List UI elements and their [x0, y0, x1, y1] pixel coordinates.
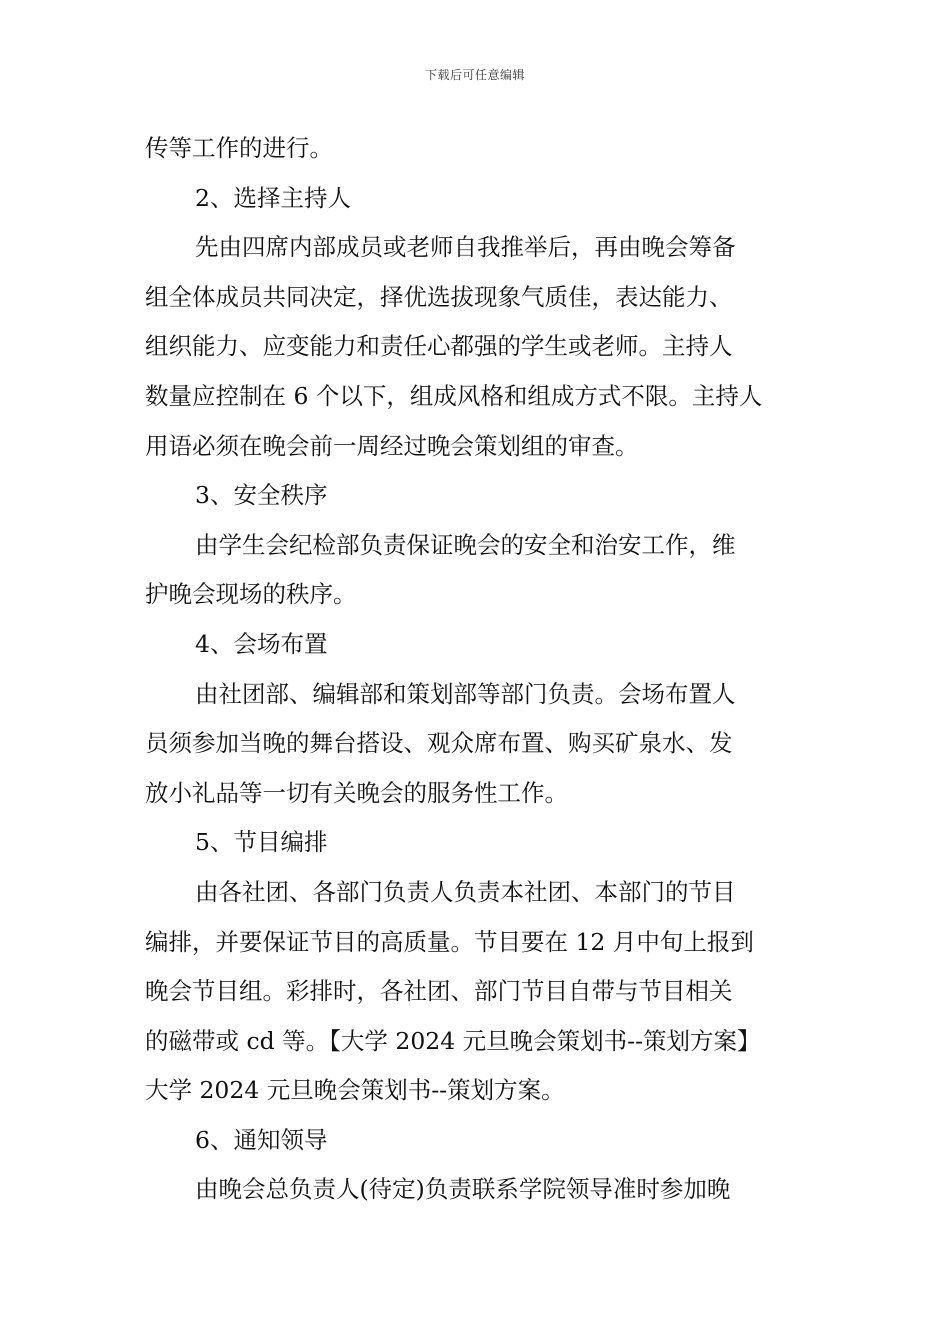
text-line: 编排，并要保证节目的高质量。节目要在 12 月中旬上报到	[145, 927, 754, 956]
section-heading: 3、安全秩序	[195, 481, 328, 510]
text-line: 由晚会总负责人(待定)负责联系学院领导准时参加晚	[195, 1175, 731, 1204]
text-line: 护晚会现场的秩序。	[145, 580, 357, 609]
section-heading: 2、选择主持人	[195, 183, 351, 212]
text-line: 组织能力、应变能力和责任心都强的学生或老师。主持人	[145, 332, 733, 361]
section-heading: 5、节目编排	[195, 828, 328, 857]
page-header: 下载后可任意编辑	[424, 68, 525, 82]
text-line: 组全体成员共同决定，择优选拔现象气质佳，表达能力、	[145, 282, 733, 311]
section-heading: 6、通知领导	[195, 1125, 328, 1154]
text-line: 晚会节目组。彩排时，各社团、部门节目自带与节目相关	[145, 977, 733, 1006]
text-line: 由各社团、各部门负责人负责本社团、本部门的节目	[195, 877, 736, 906]
section-heading: 4、会场布置	[195, 629, 328, 658]
text-line: 放小礼品等一切有关晚会的服务性工作。	[145, 778, 568, 807]
text-line: 大学 2024 元旦晚会策划书--策划方案。	[145, 1076, 565, 1105]
text-line: 的磁带或 cd 等。【大学 2024 元旦晚会策划书--策划方案】	[145, 1026, 761, 1055]
text-line: 由社团部、编辑部和策划部等部门负责。会场布置人	[195, 679, 736, 708]
text-line: 先由四席内部成员或老师自我推举后，再由晚会筹备	[195, 233, 736, 262]
text-line: 由学生会纪检部负责保证晚会的安全和治安工作，维	[195, 530, 736, 559]
text-line: 传等工作的进行。	[145, 134, 333, 162]
document-body	[145, 124, 810, 1215]
text-line: 数量应控制在 6 个以下，组成风格和组成方式不限。主持人	[145, 381, 763, 410]
text-line: 用语必须在晚会前一周经过晚会策划组的审查。	[145, 431, 639, 460]
text-line: 员须参加当晚的舞台搭设、观众席布置、购买矿泉水、发	[145, 729, 733, 758]
